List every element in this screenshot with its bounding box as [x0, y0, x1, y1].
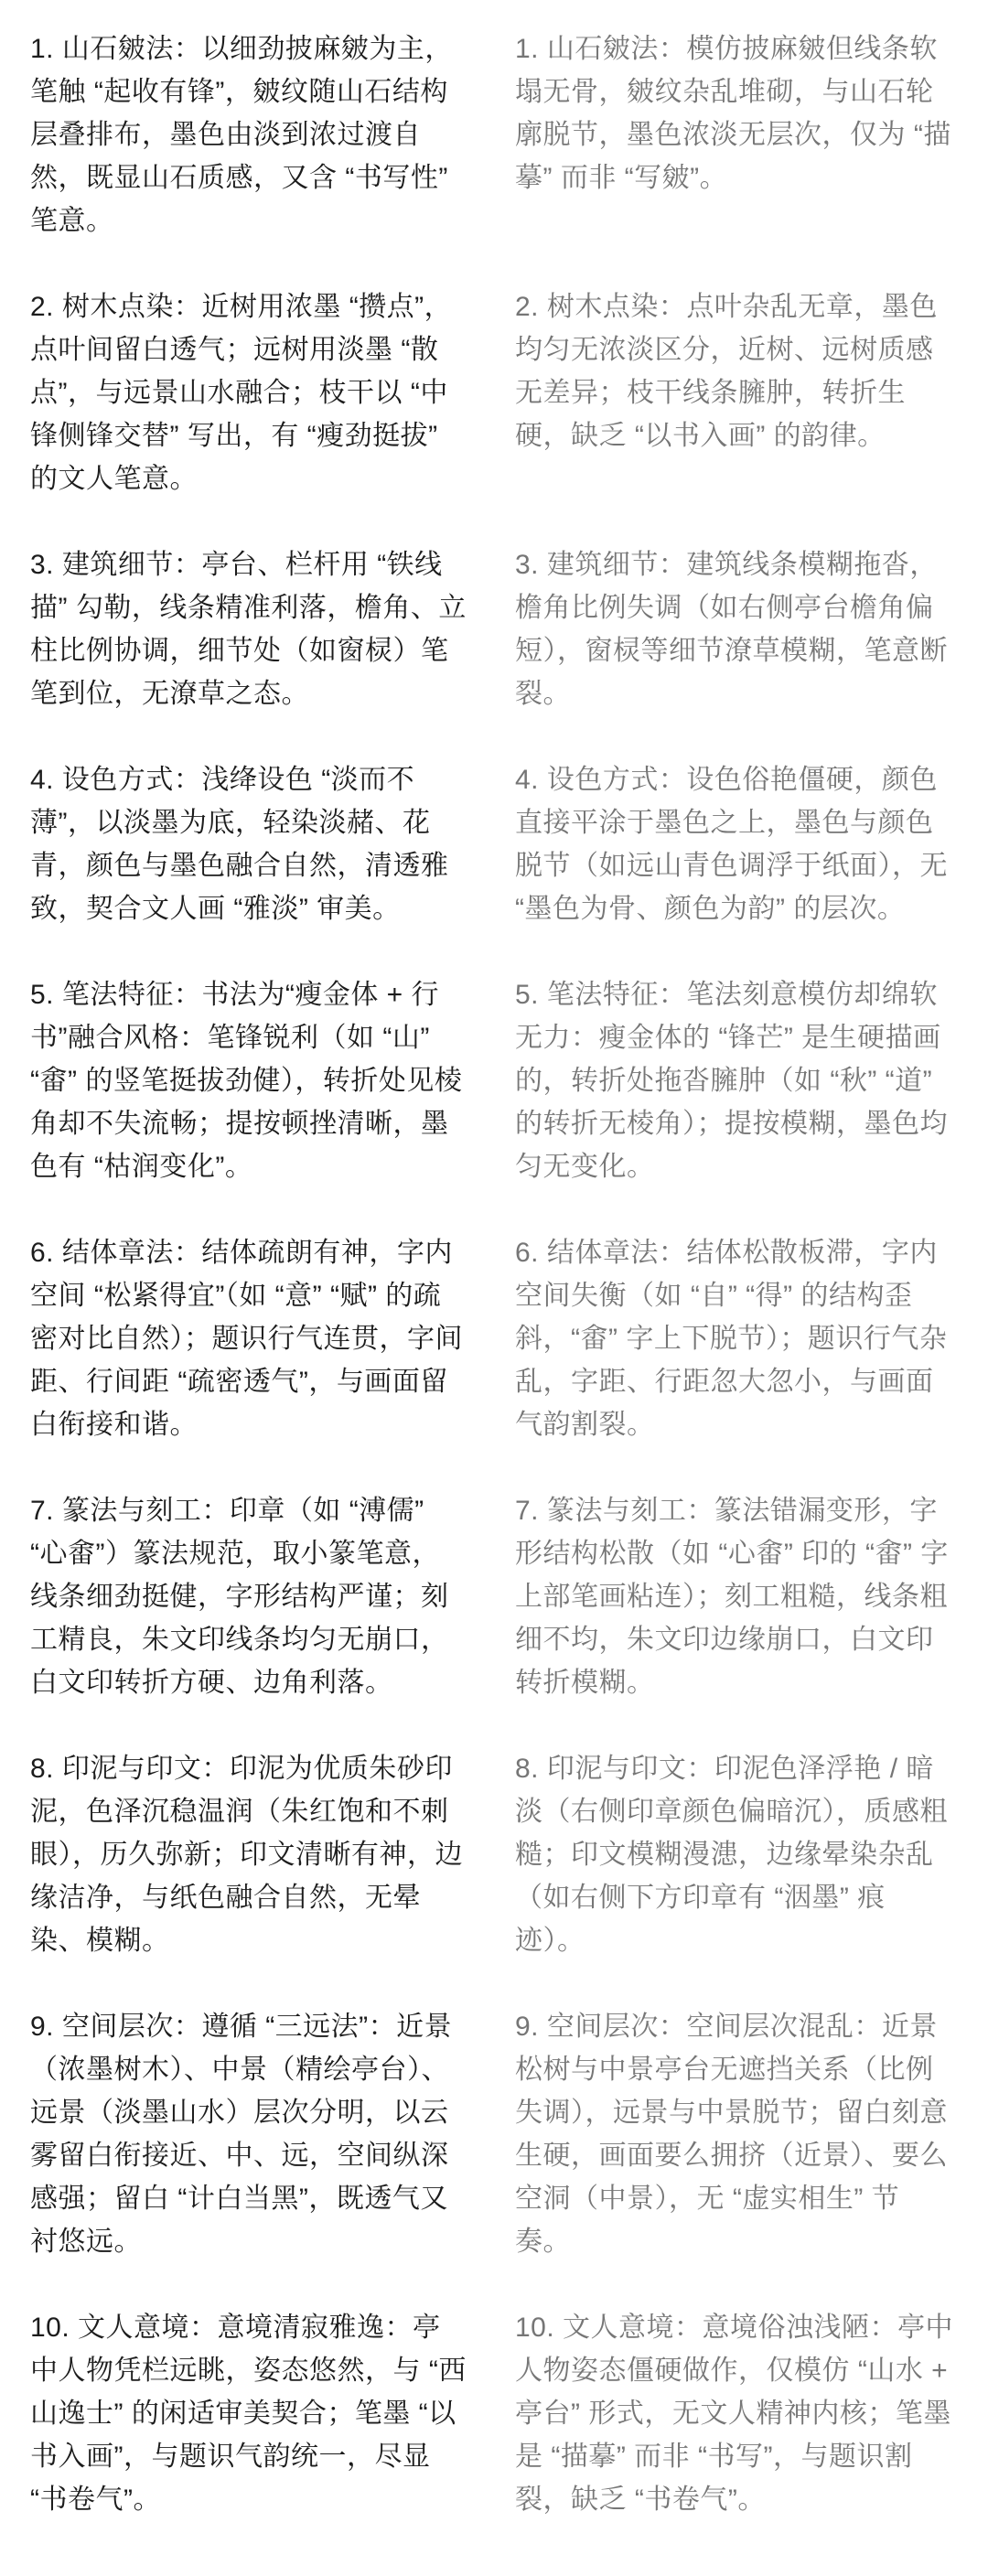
comparison-grid — [30, 27, 972, 2521]
right-item-2: 2. 树木点染：点叶杂乱无章，墨色均匀无浓淡区分，近树、远树质感无差异；枝干线条臃肿，转折生硬，缺乏 “以书入画” 的韵律。 — [515, 292, 938, 451]
left-item-4: 4. 设色方式：浅绛设色 “淡而不薄”，以淡墨为底，轻染淡赭、花青，颜色与墨色融合自然，清透雅致，契合文人画 “雅淡” 审美。 — [30, 765, 449, 924]
right-item-7: 7. 篆法与刻工：篆法错漏变形，字形结构松散（如 “心畬” 印的 “畬” 字上部笔画粘连）；刻工粗糙，线条粗细不均，朱文印边缘崩口，白文印转折模糊。 — [515, 1496, 949, 1698]
right-item-4: 4. 设色方式：设色俗艳僵硬，颜色直接平涂于墨色之上，墨色与颜色脱节（如远山青色调浮于纸面），无 “墨色为骨、颜色为韵” 的层次。 — [515, 765, 948, 924]
right-item-1: 1. 山石皴法：模仿披麻皴但线条软塌无骨，皴纹杂乱堆砌，与山石轮廓脱节，墨色浓淡无层次，仅为 “描摹” 而非 “写皴”。 — [515, 34, 951, 193]
left-item-1: 1. 山石皴法：以细劲披麻皴为主，笔触 “起收有锋”，皴纹随山石结构层叠排布，墨色由淡到浓过渡自然，既显山石质感，又含 “书写性” 笔意。 — [30, 34, 453, 236]
left-item-9: 9. 空间层次：遵循 “三远法”：近景（浓墨树木）、中景（精绘亭台）、远景（淡墨山水）层次分明，以云雾留白衔接近、中、远，空间纵深感强；留白 “计白当黑”，既透气又衬悠远。 — [30, 2012, 453, 2257]
right-item-6: 6. 结体章法：结体松散板滞，字内空间失衡（如 “自” “得” 的结构歪斜，“畬” 字上下脱节）；题识行气杂乱，字距、行距忽大忽小，与画面气韵割裂。 — [515, 1238, 948, 1440]
left-item-5: 5. 笔法特征：书法为“瘦金体 + 行书”融合风格：笔锋锐利（如 “山” “畬” 的竖笔挺拔劲健），转折处见棱角却不失流畅；提按顿挫清晰，墨色有 “枯润变化”。 — [30, 980, 463, 1182]
right-item-3: 3. 建筑细节：建筑线条模糊拖沓，檐角比例失调（如右侧亭台檐角偏短），窗棂等细节潦草模糊，笔意断裂。 — [515, 550, 948, 709]
right-item-10: 10. 文人意境：意境俗浊浅陋：亭中人物姿态僵硬做作，仅模仿 “山水 + 亭台” 形式，无文人精神内核；笔墨是 “描摹” 而非 “书写”，与题识割裂，缺乏 “书卷气”。 — [515, 2313, 954, 2515]
left-item-6: 6. 结体章法：结体疏朗有神，字内空间 “松紧得宜”（如 “意” “赋” 的疏密对比自然）；题识行气连贯，字间距、行间距 “疏密透气”，与画面留白衔接和谐。 — [30, 1238, 463, 1440]
left-item-2: 2. 树木点染：近树用浓墨 “攒点”，点叶间留白透气；远树用淡墨 “散点”，与远景山水融合；枝干以 “中锋侧锋交替” 写出，有 “瘦劲挺拔” 的文人笔意。 — [30, 292, 453, 494]
left-item-10: 10. 文人意境：意境清寂雅逸：亭中人物凭栏远眺，姿态悠然，与 “西山逸士” 的闲适审美契合；笔墨 “以书入画”，与题识气韵统一，尽显 “书卷气”。 — [30, 2313, 467, 2515]
left-item-3: 3. 建筑细节：亭台、栏杆用 “铁线描” 勾勒，线条精准利落，檐角、立柱比例协调，细节处（如窗棂）笔笔到位，无潦草之态。 — [30, 550, 467, 709]
right-item-8: 8. 印泥与印文：印泥色泽浮艳 / 暗淡（右侧印章颜色偏暗沉），质感粗糙；印文模糊漫漶，边缘晕染杂乱（如右侧下方印章有 “洇墨” 痕迹）。 — [515, 1754, 948, 1956]
left-item-7: 7. 篆法与刻工：印章（如 “溥儒” “心畬”）篆法规范，取小篆笔意，线条细劲挺健，字形结构严谨；刻工精良，朱文印线条均匀无崩口，白文印转折方硬、边角利落。 — [30, 1496, 449, 1698]
right-item-9: 9. 空间层次：空间层次混乱：近景松树与中景亭台无遮挡关系（比例失调），远景与中景脱节；留白刻意生硬，画面要么拥挤（近景）、要么空洞（中景），无 “虚实相生” 节奏。 — [515, 2012, 948, 2257]
left-item-8: 8. 印泥与印文：印泥为优质朱砂印泥，色泽沉稳温润（朱红饱和不刺眼），历久弥新；印文清晰有神，边缘洁净，与纸色融合自然，无晕染、模糊。 — [30, 1754, 463, 1956]
right-item-5: 5. 笔法特征：笔法刻意模仿却绵软无力：瘦金体的 “锋芒” 是生硬描画的，转折处拖沓臃肿（如 “秋” “道” 的转折无棱角）；提按模糊，墨色均匀无变化。 — [515, 980, 948, 1182]
